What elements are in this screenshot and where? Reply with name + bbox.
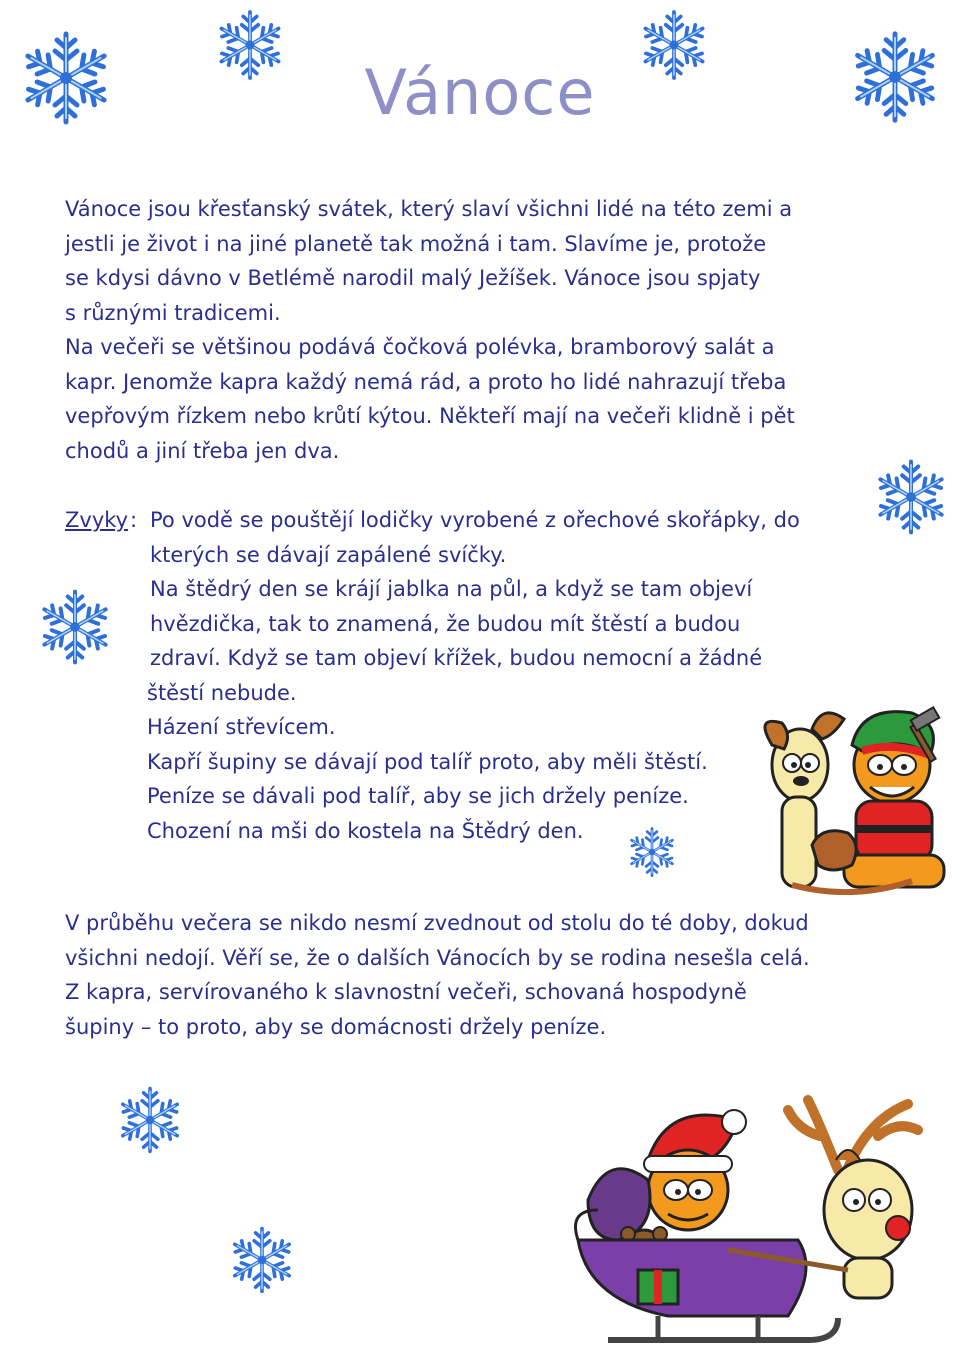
intro-line: kapr. Jenomže kapra každý nemá rád, a proto ho lidé nahrazují třeba: [65, 369, 787, 394]
intro-line: s různými tradicemi.: [65, 300, 281, 325]
intro-line: vepřovým řízkem nebo krůtí kýtou. Někteří mají na večeři klidně i pět: [65, 404, 795, 428]
closing-paragraph: [65, 906, 895, 1044]
snowflake-icon: [222, 1220, 302, 1300]
customs-line: kterých se dávají zapálené svíčky.: [150, 542, 507, 567]
cartoon-cat-and-dog-illustration: [752, 705, 957, 895]
snowflake-icon: [30, 582, 120, 672]
customs-label: Zvyky: [65, 508, 129, 532]
intro-line: Na večeři se většinou podává čočková polévka, bramborový salát a: [65, 335, 775, 359]
customs-line: zdraví. Když se tam objeví křížek, budou nemocní a žádné: [150, 646, 763, 670]
intro-line: se kdysi dávno v Betlémě narodil malý Ježíšek. Vánoce jsou spjaty: [65, 266, 761, 290]
customs-line: Házení střevícem.: [147, 715, 336, 739]
customs-line: Po vodě se pouštějí lodičky vyrobené z ořechové skořápky, do: [150, 508, 800, 532]
intro-paragraph: [65, 192, 895, 468]
intro-line: jestli je život i na jiné planetě tak možná i tam. Slavíme je, protože: [65, 231, 767, 256]
intro-line: chodů a jiní třeba jen dva.: [65, 438, 340, 463]
intro-line: Vánoce jsou křesťanský svátek, který slaví všichni lidé na této zemi a: [65, 197, 793, 221]
customs-line: Peníze se dávali pod talíř, aby se jich držely peníze.: [147, 784, 689, 808]
snowflake-icon: [110, 1080, 190, 1160]
page-title: Vánoce: [364, 56, 596, 129]
closing-line: všichni nedojí. Věří se, že o dalších Vánocích by se rodina nesešla celá.: [65, 945, 810, 970]
customs-line: Na štědrý den se krájí jablka na půl, a když se tam objeví: [150, 577, 753, 601]
closing-line: šupiny – to proto, aby se domácnosti držely peníze.: [65, 1014, 607, 1039]
customs-line: Chození na mši do kostela na Štědrý den.: [147, 818, 584, 843]
customs-line: štěstí nebude.: [147, 680, 297, 705]
customs-line: hvězdička, tak to znamená, že budou mít štěstí a budou: [150, 611, 741, 636]
customs-line: Kapří šupiny se dávají pod talíř proto, aby měli štěstí.: [147, 749, 708, 774]
customs-colon: :: [130, 508, 138, 532]
closing-line: V průběhu večera se nikdo nesmí zvednout od stolu do té doby, dokud: [65, 911, 809, 935]
closing-line: Z kapra, servírovaného k slavnostní večeři, schovaná hospodyně: [65, 980, 747, 1004]
cartoon-sleigh-illustration: [548, 1090, 960, 1361]
